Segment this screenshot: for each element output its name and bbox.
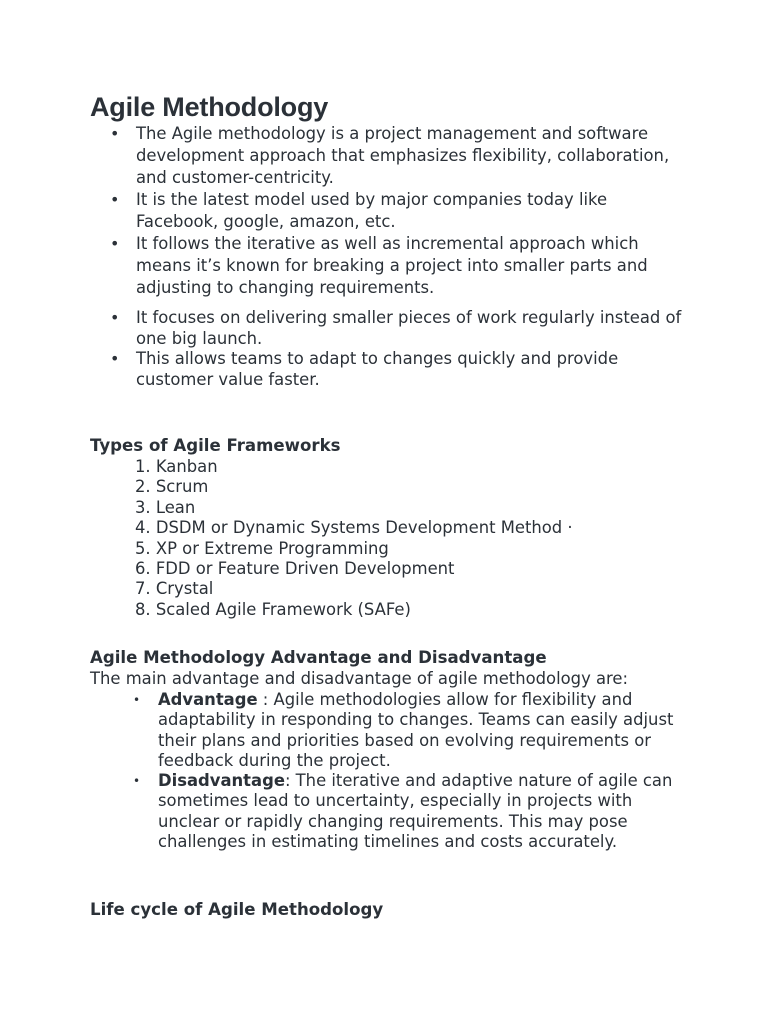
advantages-heading: Agile Methodology Advantage and Disadvantage	[90, 648, 547, 667]
list-item: 2. Scrum	[135, 477, 209, 497]
list-item	[90, 349, 690, 390]
advantages-intro: The main advantage and disadvantage of agile methodology are:	[90, 669, 629, 688]
list-item	[90, 233, 690, 299]
list-item	[90, 308, 690, 349]
bullet-icon: •	[133, 774, 141, 789]
bullet-icon: •	[110, 234, 120, 253]
intro-bullet-list	[90, 123, 690, 390]
advantages-list	[90, 690, 690, 852]
bullet-icon: •	[110, 349, 120, 368]
bullet-icon: •	[110, 308, 120, 327]
list-item-text: It follows the iterative as well as incremental approach which means it’s known for breaking a project into smaller parts and adjusting to changing requirements.	[136, 234, 648, 297]
frameworks-heading: Types of Agile Frameworks	[90, 436, 341, 455]
disadvantage-term: Disadvantage	[158, 771, 285, 791]
advantage-text: : Agile methodologies allow for flexibility and adaptability in responding to changes. Teams can easily adjust their plans and priorities based on evolving requirements or feedback during the project.	[158, 690, 674, 770]
list-item: 1. Kanban	[135, 457, 218, 476]
list-item: 4. DSDM or Dynamic Systems Development Method ·	[135, 518, 573, 538]
lifecycle-heading: Life cycle of Agile Methodology	[90, 900, 384, 919]
list-item-text: It is the latest model used by major companies today like Facebook, google, amazon, etc.	[136, 190, 608, 231]
page-title: Agile Methodology	[90, 92, 329, 122]
bullet-icon: •	[133, 693, 141, 707]
list-item-text: The Agile methodology is a project management and software development approach that emphasizes flexibility, collaboration, and customer-centricity.	[136, 124, 670, 187]
list-item-text: It focuses on delivering smaller pieces of work regularly instead of one big launch.	[136, 308, 682, 348]
list-item-text: This allows teams to adapt to changes quickly and provide customer value faster.	[136, 349, 619, 389]
bullet-icon: •	[110, 124, 120, 143]
list-item	[90, 189, 690, 233]
bullet-icon: •	[110, 190, 120, 209]
list-item: 5. XP or Extreme Programming	[135, 538, 389, 558]
list-item	[90, 123, 690, 189]
list-item: 6. FDD or Feature Driven Development	[135, 559, 455, 579]
list-item	[90, 690, 690, 771]
list-item: 7. Crystal	[135, 579, 214, 599]
list-item: 3. Lean	[135, 497, 196, 517]
list-item	[90, 771, 690, 852]
disadvantage-text: : The iterative and adaptive nature of agile can sometimes lead to uncertainty, especially in projects with unclear or rapidly changing requirements. This may pose challenges in estimating timelines and costs accurately.	[158, 771, 673, 852]
advantage-term: Advantage	[158, 690, 258, 709]
list-item: 8. Scaled Agile Framework (SAFe)	[135, 599, 411, 619]
frameworks-list	[90, 457, 573, 620]
